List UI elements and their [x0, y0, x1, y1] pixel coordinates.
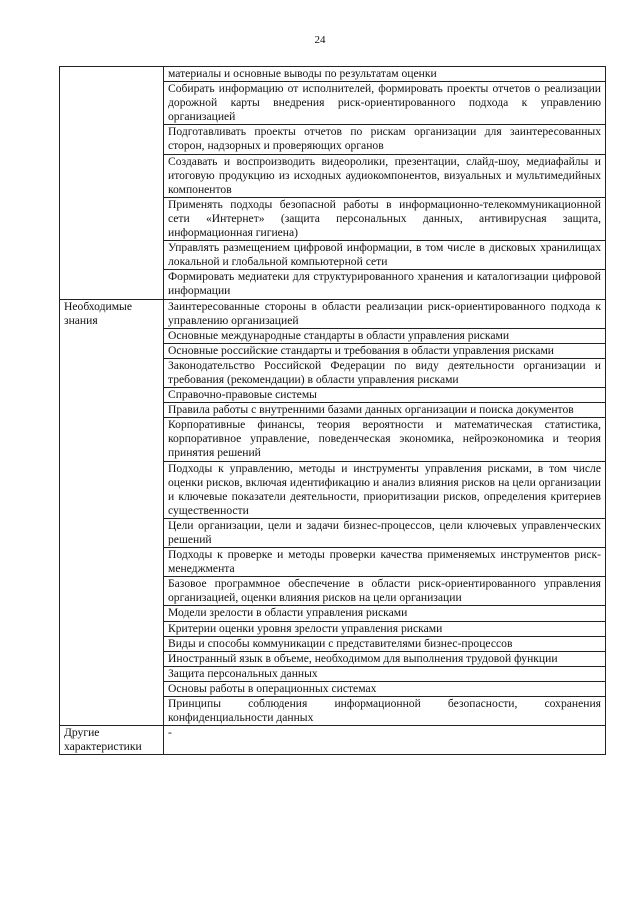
table-row [60, 726, 606, 755]
section-item: Критерии оценки уровня зрелости управления рисками [164, 621, 606, 636]
section-item: Виды и способы коммуникации с представителями бизнес-процессов [164, 636, 606, 651]
section-label [60, 67, 164, 300]
section-item: Применять подходы безопасной работы в информационно-телекоммуникационной сети «Интернет» (защита персональных данных, антивирусная защита, информационная гигиена) [164, 197, 606, 240]
section-item: Основные международные стандарты в области управления рисками [164, 328, 606, 343]
section-item: материалы и основные выводы по результатам оценки [164, 67, 606, 82]
section-item: Базовое программное обеспечение в области риск-ориентированного управления организацией, оценки влияния рисков на цели организации [164, 577, 606, 606]
section-item: - [164, 726, 606, 755]
section-item: Создавать и воспроизводить видеоролики, презентации, слайд-шоу, медиафайлы и итоговую продукцию из исходных аудиокомпонентов, визуальных и мультимедийных компонентов [164, 154, 606, 197]
section-item: Основные российские стандарты и требования в области управления рисками [164, 343, 606, 358]
section-item: Корпоративные финансы, теория вероятности и математическая статистика, корпоративное управление, поведенческая экономика, нейроэкономика и теория принятия решений [164, 418, 606, 461]
section-item: Основы работы в операционных системах [164, 681, 606, 696]
section-item: Цели организации, цели и задачи бизнес-процессов, цели ключевых управленческих решений [164, 518, 606, 547]
section-item: Собирать информацию от исполнителей, формировать проекты отчетов о реализации дорожной карты внедрения риск-ориентированного подхода к управлению организацией [164, 82, 606, 125]
page-number: 24 [314, 34, 326, 46]
section-label: Необходимые знания [60, 299, 164, 726]
section-item: Управлять размещением цифровой информации, в том числе в дисковых хранилищах локальной и глобальной компьютерной сети [164, 241, 606, 270]
section-item: Модели зрелости в области управления рисками [164, 606, 606, 621]
section-item: Законодательство Российской Федерации по виду деятельности организации и требования (рекомендации) в области управления рисками [164, 358, 606, 387]
section-item: Заинтересованные стороны в области реализации риск-ориентированного подхода к управлению организацией [164, 299, 606, 328]
section-item: Правила работы с внутренними базами данных организации и поиска документов [164, 403, 606, 418]
section-item: Формировать медиатеки для структурированного хранения и каталогизации цифровой информации [164, 270, 606, 299]
table-row [60, 299, 606, 328]
section-item: Подходы к проверке и методы проверки качества применяемых инструментов риск-менеджмента [164, 548, 606, 577]
section-item: Подходы к управлению, методы и инструменты управления рисками, в том числе оценки рисков, включая идентификацию и анализ влияния рисков на цели организации и ключевые показатели деятельности, приоритизации рисков, определения критериев существенности [164, 461, 606, 518]
section-item: Иностранный язык в объеме, необходимом для выполнения трудовой функции [164, 651, 606, 666]
section-item: Справочно-правовые системы [164, 388, 606, 403]
section-item: Принципы соблюдения информационной безопасности, сохранения конфиденциальности данных [164, 697, 606, 726]
table-row [60, 67, 606, 82]
requirements-table [59, 66, 606, 755]
section-item: Подготавливать проекты отчетов по рискам организации для заинтересованных сторон, надзорных и проверяющих органов [164, 125, 606, 154]
section-item: Защита персональных данных [164, 666, 606, 681]
section-label: Другие характеристики [60, 726, 164, 755]
